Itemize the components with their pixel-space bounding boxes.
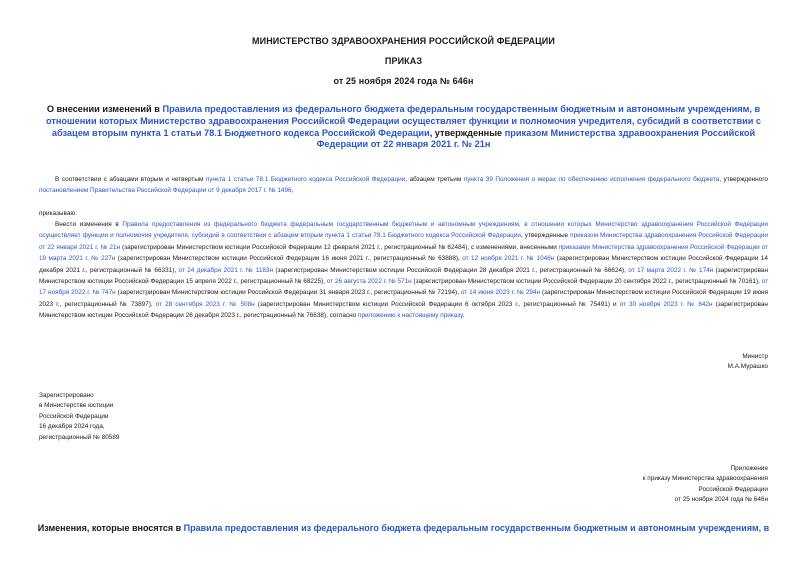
order-508n-link[interactable]: от 28 сентября 2023 г. № 508н — [155, 300, 255, 308]
main-text: (зарегистрирован Министерством юстиции Российской Федерации 6 октября 2023 г., регистрационный № 75491) и — [254, 300, 620, 308]
main-text: (зарегистрирован Министерством юстиции Российской Федерации 19 июня 2023 г., регистрационный № 73897), — [39, 289, 768, 308]
signature-name: М.А.Мурашко — [727, 363, 768, 371]
appendix-line: Российской Федерации — [698, 485, 768, 493]
appendix-line: к приказу Министерства здравоохранения — [642, 475, 768, 483]
title-text-2: , утвержденные — [429, 127, 505, 138]
main-text: (зарегистрирован Министерством юстиции Российской Федерации 12 февраля 2021 г., регистрационный № 62484), с изменениями, внесенными — [120, 243, 559, 251]
main-text: (зарегистрирован Министерством юстиции Российской Федерации 15 апреля 2022 г., регистрационный № 68225), — [39, 266, 769, 286]
preamble-text: В соответствии с абзацами вторым и четвертым — [55, 176, 206, 183]
main-text: (зарегистрирован Министерством юстиции Российской Федерации 31 января 2023 г., регистрационный № 72194), — [115, 289, 461, 297]
main-paragraph — [39, 219, 768, 322]
appendix-line: от 25 ноября 2024 года № 646н — [674, 496, 768, 504]
appendix-line: Приложение — [730, 465, 768, 472]
main-text: (зарегистрирован Министерством юстиции Российской Федерации 14 декабря 2021 г., регистрационный № 66331), — [39, 255, 768, 274]
registration-line: регистрационный № 80589 — [39, 433, 120, 441]
preamble-text: , абзацем третьим — [405, 176, 464, 183]
order-294n-link[interactable]: от 14 июня 2023 г. № 294н — [460, 289, 541, 297]
appendix-title-lead: Изменения, которые вносятся в — [37, 523, 184, 533]
government-decree-link[interactable]: постановлением Правительства Российской Федерации от 9 декабря 2017 г. № 1496 — [39, 187, 292, 195]
preamble-paragraph — [39, 174, 768, 197]
preamble-text: , — [291, 187, 294, 195]
rules-link[interactable]: Правила предоставления из федерального бюджета федеральным государственным бюджетным и автономным учреждениям, в отношении которых Министерство здравоохранения Российской Федерации осуществляет функции и полномочия учредителя, субсидий в соответствии с абзацем вторым пункта 1 статьи 78.1 Бюджетного кодекса Российской Федерации — [39, 221, 768, 240]
title-link-rules[interactable]: Правила предоставления из федерального бюджета федеральным государственным бюджетным и автономным учреждениям, в отношении которых Министерство здравоохранения Российской Федерации осуществляет функции и полномочия учредителя, субсидий в соответствии с абзацем вторым пункта 1 статьи 78.1 Бюджетного кодекса Российской Федерации — [45, 104, 762, 138]
main-text: (зарегистрирован Министерством юстиции Российской Федерации 20 сентября 2022 г., регистрационный № 70161), — [411, 278, 762, 286]
order-642n-link[interactable]: от 30 ноября 2023 г. № 642н — [619, 300, 713, 308]
main-text: (зарегистрирован Министерством юстиции Российской Федерации 26 декабря 2023 г., регистрационный № 76638), согласно — [39, 300, 768, 320]
registration-line: в Министерстве юстиции — [39, 402, 114, 410]
title-text-1: О внесении изменений в — [46, 104, 163, 114]
order-1046n-link[interactable]: от 12 ноября 2021 г. № 1046н — [462, 255, 555, 263]
budget-regulation-link[interactable]: пункта 39 Положения о мерах по обеспечению исполнения федерального бюджета — [463, 176, 720, 183]
signature-block — [728, 352, 768, 373]
order-227n-link[interactable]: приказами Министерства здравоохранения Российской Федерации от 19 марта 2021 г. № 227н — [39, 243, 768, 263]
document-date-number: от 25 ноября 2024 года № 646н — [333, 76, 474, 86]
appendix-title — [0, 523, 807, 533]
main-text: (зарегистрирован Министерством юстиции Российской Федерации 28 декабря 2021 г., регистрационный № 66624), — [273, 266, 629, 274]
order-1183n-link[interactable]: от 24 декабря 2021 г. № 1183н — [178, 266, 274, 274]
order-word: приказываю: — [39, 210, 77, 217]
main-text: , утвержденные — [520, 232, 571, 240]
ministry-heading: МИНИСТЕРСТВО ЗДРАВООХРАНЕНИЯ РОССИЙСКОЙ ФЕДЕРАЦИИ — [252, 36, 555, 46]
order-571n-link[interactable]: от 26 августа 2022 г. № 571н — [326, 278, 412, 286]
appendix-block — [643, 464, 768, 506]
main-text: Внести изменения в — [55, 221, 123, 228]
registration-line: Российской Федерации — [39, 412, 109, 420]
order-title — [34, 104, 773, 151]
budget-code-link[interactable]: пункта 1 статьи 78.1 Бюджетного кодекса Российской Федерации — [205, 176, 406, 183]
order-174n-link[interactable]: от 17 марта 2022 г. № 174н — [628, 266, 714, 274]
main-text: . — [462, 312, 465, 320]
main-text: (зарегистрирован Министерством юстиции Российской Федерации 16 июня 2021 г., регистрационный № 63888), — [115, 255, 463, 263]
appendix-title-link[interactable]: Правила предоставления из федерального бюджета федеральным государственным бюджетным и автономным учреждениям, в — [183, 523, 770, 533]
appendix-link[interactable]: приложению к настоящему приказу — [358, 312, 463, 320]
title-link-order[interactable]: приказом Министерства здравоохранения Российской Федерации от 22 января 2021 г. № 21н — [316, 127, 756, 150]
preamble-text: , утвержденного — [719, 176, 768, 183]
signature-position: Министр — [742, 353, 768, 360]
registration-line: Зарегистрировано — [39, 392, 94, 399]
document-type: ПРИКАЗ — [384, 56, 423, 66]
order-21n-link[interactable]: приказом Министерства здравоохранения Российской Федерации от 22 января 2021 г. № 21н — [39, 232, 768, 251]
order-747n-link[interactable]: от 17 ноября 2022 г. № 747н — [39, 278, 768, 297]
registration-line: 16 декабря 2024 года, — [39, 423, 105, 431]
registration-block — [39, 391, 119, 443]
